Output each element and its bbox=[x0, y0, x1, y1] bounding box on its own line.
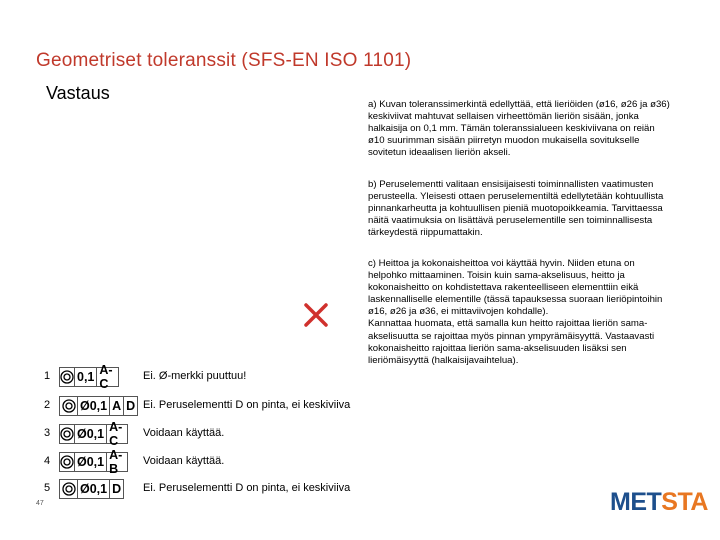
datum-reference: A-C bbox=[109, 420, 123, 448]
option-description: Voidaan käyttää. bbox=[143, 455, 225, 467]
metsta-logo bbox=[610, 488, 708, 517]
tolerance-frame bbox=[59, 363, 119, 391]
paragraph-line: ø16, ø26 ja ø36, ei mittaviivojen kohdalle). bbox=[368, 306, 549, 318]
tolerance-frame bbox=[59, 448, 128, 476]
option-description: Ei. Peruselementti D on pinta, ei keskiviiva bbox=[143, 482, 351, 494]
paragraph-line: b) Peruselementti valitaan ensisijaisesti toiminnallisten vaatimusten bbox=[368, 179, 654, 190]
option-description: Ei. Peruselementti D on pinta, ei keskiviiva bbox=[143, 399, 351, 411]
answer-paragraph-a bbox=[368, 99, 713, 159]
paragraph-line: näitä vaatimuksia on lisättävä peruselementille sen toiminnallisesta bbox=[368, 215, 653, 227]
paragraph-line: tärkeydestä riippumattakin. bbox=[368, 227, 483, 239]
page-number: 47 bbox=[36, 500, 44, 507]
slide-subtitle: Vastaus bbox=[46, 83, 110, 103]
tolerance-value: Ø0,1 bbox=[78, 397, 110, 415]
option-number: 5 bbox=[44, 482, 51, 494]
answer-paragraph-c bbox=[368, 258, 713, 367]
paragraph-line: akselisuutta se rajoittaa myös pinnan ympyrämäisyyttä. Vastaavasti bbox=[368, 330, 655, 342]
tolerance-frame bbox=[59, 396, 138, 416]
paragraph-line: laskennalliselle elementille (tässä tapauksessa suoraan lieriöpintoihin bbox=[368, 294, 663, 306]
tolerance-value: 0,1 bbox=[75, 368, 97, 386]
logo-part-1: MET bbox=[610, 488, 662, 516]
tolerance-frame bbox=[59, 479, 124, 499]
coaxiality-symbol-icon bbox=[60, 425, 75, 443]
paragraph-line: kokonaisheitto rajoittaa lieriön sama-akselisuuden lisäksi sen bbox=[368, 342, 627, 354]
coaxiality-symbol-icon bbox=[60, 397, 78, 415]
option-description: Ei. Ø-merkki puuttuu! bbox=[143, 370, 247, 382]
paragraph-line: sovitetun ideaalisen lieriön akseli. bbox=[368, 147, 511, 159]
answer-paragraph-b bbox=[368, 179, 713, 239]
logo-part-2: STA bbox=[661, 488, 708, 516]
option-number: 3 bbox=[44, 427, 51, 439]
paragraph-line: pinnankarheutta ja kohtuullisen pieniä muotopoikkeamia. Tarvittaessa bbox=[368, 203, 663, 215]
datum-reference: A-C bbox=[99, 363, 113, 391]
datum-reference: D bbox=[112, 482, 122, 496]
paragraph-line: ø10 suurimman sisään piirretyn muodon mukaisella sovitukselle bbox=[368, 135, 640, 147]
paragraph-line: c) Heittoa ja kokonaisheittoa voi käyttää hyvin. Niiden etuna on bbox=[368, 258, 635, 269]
coaxiality-symbol-icon bbox=[60, 453, 75, 471]
tolerance-frame bbox=[59, 420, 128, 448]
option-description: Voidaan käyttää. bbox=[143, 427, 225, 439]
datum-reference: A bbox=[110, 397, 124, 415]
option-number: 1 bbox=[44, 370, 51, 382]
coaxiality-symbol-icon bbox=[60, 480, 78, 498]
paragraph-line: perusteella. Yleisesti ottaen peruselementiltä edellytetään kohtuullista bbox=[368, 191, 664, 203]
option-number: 2 bbox=[44, 399, 51, 411]
option-number: 4 bbox=[44, 455, 51, 467]
tolerance-value: Ø0,1 bbox=[75, 425, 107, 443]
paragraph-line: a) Kuvan toleranssimerkintä edellyttää, että lieriöiden (ø16, ø26 ja ø36) bbox=[368, 99, 670, 110]
paragraph-line: keskiviivat mahtuvat sellaisen virheettömän lieriön sisään, jonka bbox=[368, 111, 639, 123]
datum-reference: A-B bbox=[109, 448, 123, 476]
paragraph-line: halkaisija on 0,1 mm. Tämän toleranssialueen keskiviivana on reiän bbox=[368, 123, 655, 135]
paragraph-line: Kannattaa huomata, että samalla kun heitto rajoittaa lieriön sama- bbox=[368, 318, 648, 330]
paragraph-line: kokonaisheitto on kohdistettava rakenteelliseen elementtiin eikä bbox=[368, 282, 639, 294]
datum-reference-secondary: D bbox=[126, 399, 136, 413]
x-mark-icon bbox=[301, 300, 331, 330]
tolerance-value: Ø0,1 bbox=[78, 480, 110, 498]
coaxiality-symbol-icon bbox=[60, 368, 75, 386]
paragraph-line: helpohko mittaaminen. Toisin kuin sama-akselisuus, heitto ja bbox=[368, 270, 625, 282]
paragraph-line: lieriömäisyyttä (halkaisijavaihtelua). bbox=[368, 354, 519, 366]
slide-title: Geometriset toleranssit (SFS-EN ISO 1101) bbox=[36, 50, 412, 71]
tolerance-value: Ø0,1 bbox=[75, 453, 107, 471]
